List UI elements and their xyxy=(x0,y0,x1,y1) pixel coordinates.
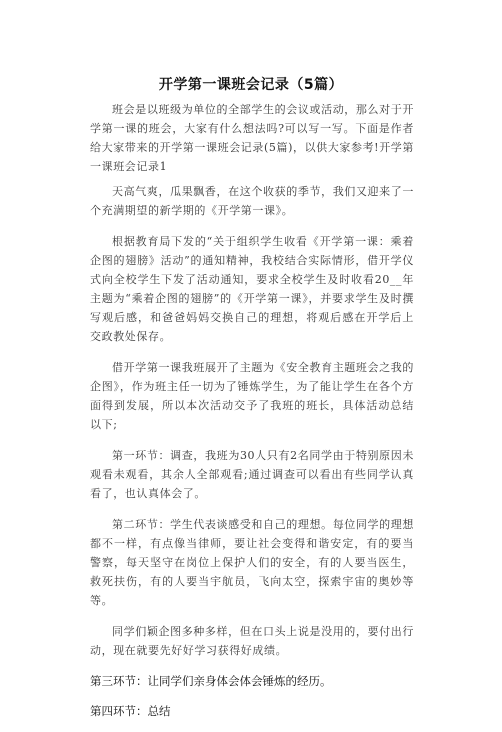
heading-step-four: 第四环节：总结 xyxy=(90,704,171,718)
paragraph-season: 天高气爽，瓜果飘香，在这个收获的季节，我们又迎来了一个充满期望的新学期的《开学第一课》。 xyxy=(90,185,414,217)
paragraph-intro: 班会是以班级为单位的全部学生的会议或活动，那么对于开学第一课的班会，大家有什么想法吗?可以写一写。下面是作者给大家带来的开学第一课班会记录(5篇)，以供大家参考!开学第一课班会记录1 xyxy=(90,103,414,173)
paragraph-class-meeting: 借开学第一课我班展开了主题为《安全教育主题班会之我的企图》，作为班主任一切为了锤炼学生，为了能让学生在各个方面得到发展，所以本次活动交予了我班的班长，具体活动总结以下; xyxy=(90,361,414,431)
document-title: 开学第一课班会记录（5篇） xyxy=(158,77,344,93)
heading-step-three: 第三环节：让同学们亲身体会体会锤炼的经历。 xyxy=(90,674,332,688)
paragraph-action: 同学们颖企图多种多样，但在口头上说是没用的，要付出行动，现在就要先好好学习获得好成绩。 xyxy=(90,625,414,657)
document-body xyxy=(90,100,414,732)
paragraph-step-two: 第二环节：学生代表谈感受和自己的理想。每位同学的理想都不一样，有点像当律师，要让社会变得和谐安定，有的要当警察，每天坚守在岗位上保护人们的安全，有的人要当医生，救死扶伤，有的人要当宇航员，飞向太空，探索宇宙的奥妙等等。 xyxy=(90,518,414,607)
paragraph-notice: 根据教育局下发的“关于组织学生收看《开学第一课：乘着企图的翅膀》活动”的通知精神，我校结合实际情形，借开学仪式向全校学生下发了活动通知，要求全校学生及时收看20__年主题为“乘着企图的翅膀”的《开学第一课》，并要求学生及时撰写观后感，和爸爸妈妈交换自己的理想，将观后感在开学后上交政教处保存。 xyxy=(90,235,414,343)
paragraph-step-one: 第一环节：调查，我班为30人只有2名同学由于特别原因未观看未观看，其余人全部观看;通过调查可以看出有些同学认真看了，也认真体会了。 xyxy=(90,449,414,500)
